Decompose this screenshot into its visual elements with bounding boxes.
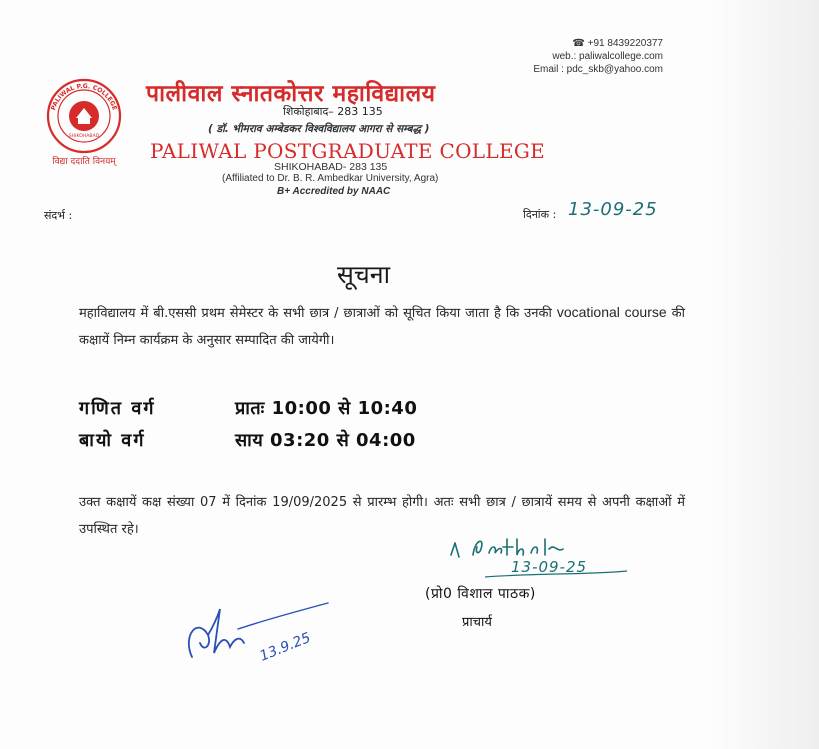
seal-middle-text: SHIKOHABAD [68,134,100,139]
signature-2-date: 13.9.25 [257,629,314,665]
principal-signature [445,525,635,585]
college-seal-logo [40,74,128,170]
paragraph-1-end: की कक्षायें निम्न कार्यक्रम के अनुसार सम्पादित की जायेगी। [79,306,686,348]
affiliation-english: (Affiliated to Dr. B. R. Ambedkar University, Agra) [222,173,439,184]
notice-paragraph-1 [79,299,685,354]
contact-website: web.: paliwalcollege.com [552,51,663,62]
affiliation-hindi: ( डॉ. भीमराव अम्बेडकर विश्वविद्यालय आगरा से सम्बद्ध ) [208,123,430,135]
schedule-subject: बायो वर्ग [79,430,146,451]
notice-title: सूचना [337,260,391,289]
paragraph-1-english: vocational course [556,304,667,320]
page-edge-shadow [709,0,819,749]
seal-motto: विद्या ददाति विनयम् [52,157,116,167]
reference-label: संदर्भ : [44,209,73,222]
notice-paragraph-2: उक्त कक्षायें कक्ष संख्या 07 में दिनांक 19/09/2025 से प्रारम्भ होगी। अतः सभी छात्र / छात्रायें समय से अपनी कक्षाओं में उपस्थित रहे। [79,495,685,537]
signatory-name: (प्रो0 विशाल पाठक) [425,586,536,602]
second-signature [178,595,338,670]
seal-top-text: PALIWAL P.G. COLLEGE [50,82,118,112]
contact-phone: ☎ +91 8439220377 [572,38,663,49]
city-english: SHIKOHABAD- 283 135 [274,161,388,173]
schedule-subject: गणित वर्ग [79,398,156,419]
paragraph-1-start: महाविद्यालय में बी.एससी प्रथम सेमेस्टर के सभी छात्र / छात्राओं को सूचित किया जाता है कि उनकी [79,306,557,321]
contact-email: Email : pdc_skb@yahoo.com [533,64,663,75]
signature-1-date: 13-09-25 [511,558,588,576]
college-name-hindi: पालीवाल स्नातकोत्तर महाविद्यालय [146,81,436,107]
schedule-time: प्रातः 10:00 से 10:40 [235,398,418,419]
date-label: दिनांक : [523,208,557,221]
date-value-handwritten: 13-09-25 [568,199,658,220]
college-name-english: PALIWAL POSTGRADUATE COLLEGE [150,139,546,163]
signatory-title: प्राचार्य [462,615,492,630]
schedule-time: साय 03:20 से 04:00 [235,430,416,451]
naac-accreditation: B+ Accredited by NAAC [277,186,391,197]
city-hindi: शिकोहाबाद– 283 135 [283,105,383,118]
